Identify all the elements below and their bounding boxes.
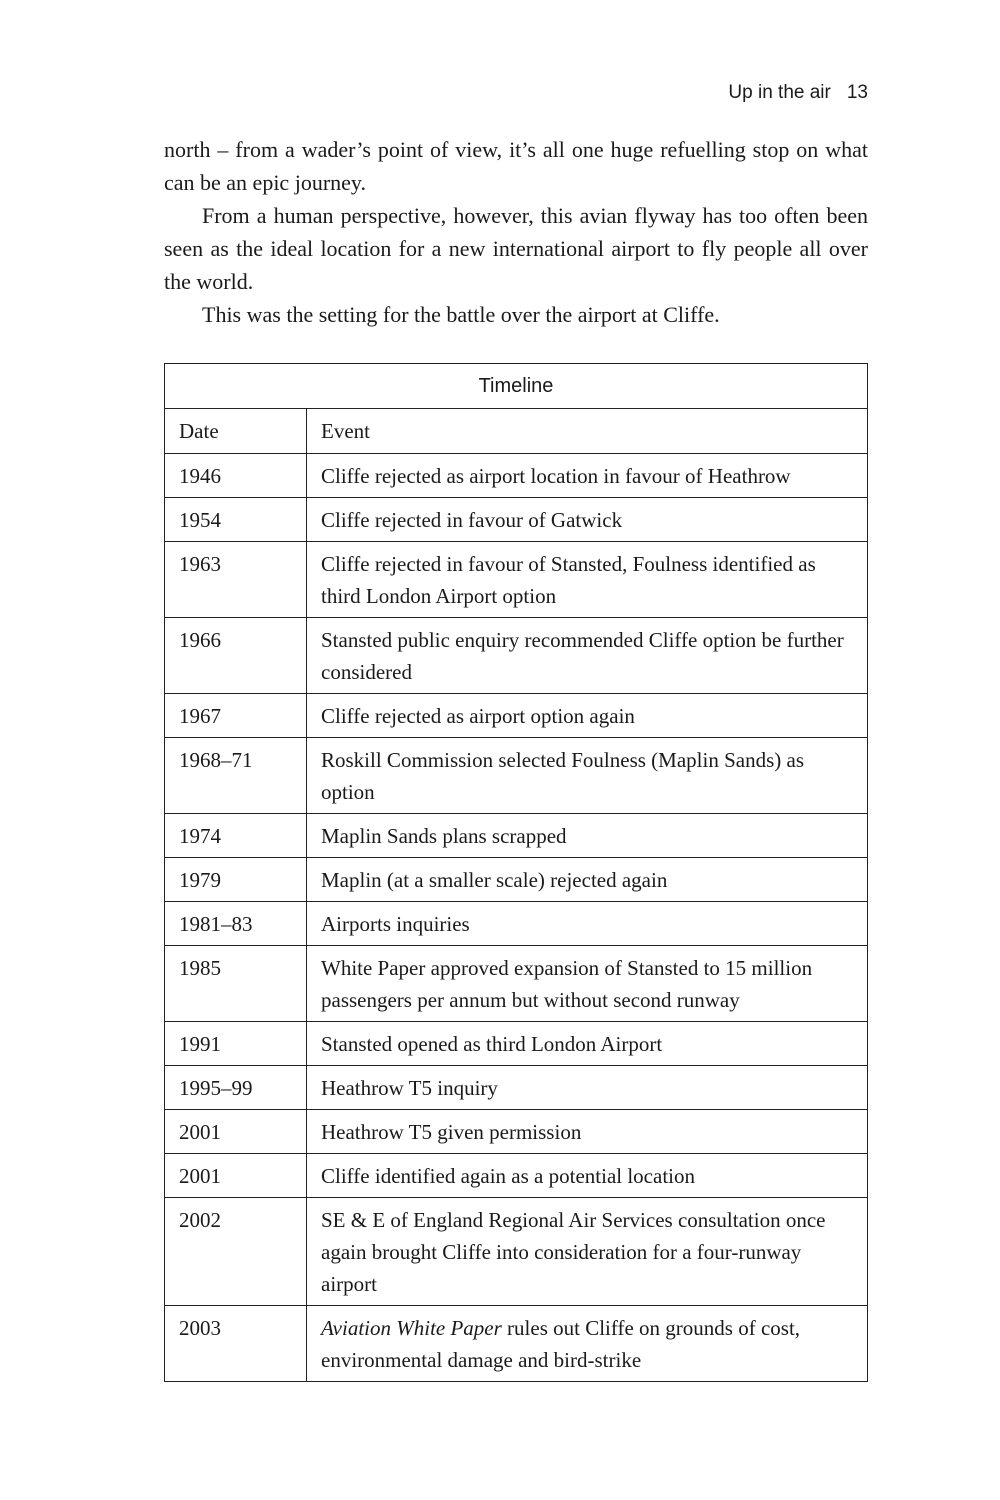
event-cell: Cliffe rejected as airport location in favour of Heathrow	[307, 454, 868, 498]
paragraph: north – from a wader’s point of view, it’s all one huge refuelling stop on what can be an epic journey.	[164, 137, 868, 195]
table-row	[165, 454, 868, 498]
event-cell: Cliffe rejected in favour of Stansted, Foulness identified as third London Airport option	[307, 542, 868, 618]
event-cell: Maplin Sands plans scrapped	[307, 814, 868, 858]
running-head	[728, 82, 868, 104]
table-row	[165, 946, 868, 1022]
body-text	[164, 133, 868, 331]
event-cell: Maplin (at a smaller scale) rejected again	[307, 858, 868, 902]
event-cell	[307, 1306, 868, 1382]
page-number: 13	[846, 82, 868, 103]
date-cell: 2002	[165, 1198, 307, 1306]
table-row	[165, 1022, 868, 1066]
date-cell: 1954	[165, 498, 307, 542]
column-header-date: Date	[165, 409, 307, 454]
date-cell: 1979	[165, 858, 307, 902]
event-cell: White Paper approved expansion of Stansted to 15 million passengers per annum but without second runway	[307, 946, 868, 1022]
table-row	[165, 1198, 868, 1306]
event-cell: Stansted opened as third London Airport	[307, 1022, 868, 1066]
timeline-table	[164, 363, 868, 1382]
event-cell: Cliffe identified again as a potential location	[307, 1154, 868, 1198]
table-row	[165, 542, 868, 618]
date-cell: 1995–99	[165, 1066, 307, 1110]
event-cell: Cliffe rejected as airport option again	[307, 694, 868, 738]
table-row	[165, 1154, 868, 1198]
date-cell: 1966	[165, 618, 307, 694]
table-row	[165, 618, 868, 694]
running-title: Up in the air	[728, 82, 831, 103]
event-text: rules out Cliffe on grounds of cost, environmental damage and bird-strike	[321, 1316, 801, 1372]
paragraph: This was the setting for the battle over the airport at Cliffe.	[202, 302, 720, 327]
table-row	[165, 498, 868, 542]
table-row	[165, 1066, 868, 1110]
event-cell: Roskill Commission selected Foulness (Maplin Sands) as option	[307, 738, 868, 814]
table-row	[165, 858, 868, 902]
event-cell: Stansted public enquiry recommended Cliffe option be further considered	[307, 618, 868, 694]
table-row	[165, 738, 868, 814]
date-cell: 2003	[165, 1306, 307, 1382]
date-cell: 2001	[165, 1154, 307, 1198]
date-cell: 1946	[165, 454, 307, 498]
event-cell: Cliffe rejected in favour of Gatwick	[307, 498, 868, 542]
table-row	[165, 694, 868, 738]
date-cell: 1991	[165, 1022, 307, 1066]
event-cell: Heathrow T5 inquiry	[307, 1066, 868, 1110]
date-cell: 1963	[165, 542, 307, 618]
date-cell: 1967	[165, 694, 307, 738]
column-header-event: Event	[307, 409, 868, 454]
date-cell: 1968–71	[165, 738, 307, 814]
paragraph: From a human perspective, however, this avian flyway has too often been seen as the ideal location for a new international airport to fly people all over the world.	[164, 203, 868, 294]
table-row	[165, 814, 868, 858]
event-cell: Heathrow T5 given permission	[307, 1110, 868, 1154]
table-header-row	[165, 409, 868, 454]
table-caption: Timeline	[165, 364, 868, 409]
date-cell: 1985	[165, 946, 307, 1022]
date-cell: 1981–83	[165, 902, 307, 946]
event-cell: Airports inquiries	[307, 902, 868, 946]
date-cell: 2001	[165, 1110, 307, 1154]
event-cell: SE & E of England Regional Air Services consultation once again brought Cliffe into consideration for a four-runway airport	[307, 1198, 868, 1306]
table-row	[165, 1110, 868, 1154]
table-row	[165, 902, 868, 946]
document-title-italic: Aviation White Paper	[321, 1316, 502, 1340]
table-row	[165, 1306, 868, 1382]
date-cell: 1974	[165, 814, 307, 858]
